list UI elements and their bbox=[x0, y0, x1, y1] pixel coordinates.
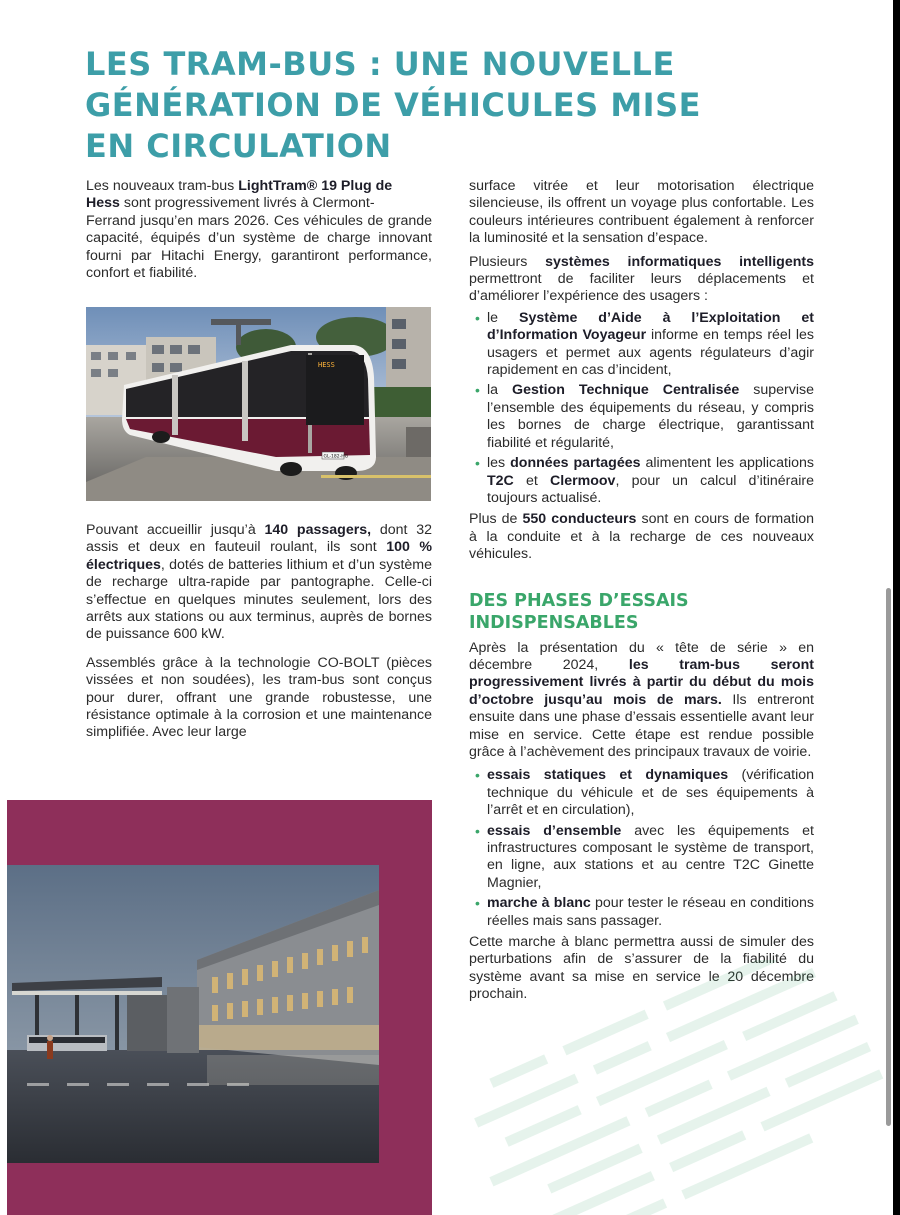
bullet-icon: • bbox=[475, 895, 480, 912]
bus-photo bbox=[86, 307, 431, 501]
scrollbar[interactable] bbox=[886, 588, 891, 1126]
left-body bbox=[86, 522, 432, 742]
right-column bbox=[469, 178, 814, 1004]
bullet-icon: • bbox=[475, 455, 480, 472]
trials-list bbox=[469, 767, 814, 930]
title-line: GÉNÉRATION DE VÉHICULES MISE bbox=[85, 86, 701, 124]
page-title bbox=[85, 44, 805, 167]
list-item: • essais statiques et dynamiques (vérification technique du véhicule et de ses équipements à l’arrêt et en circulation), bbox=[475, 767, 815, 819]
list-item: • les données partagées alimentent les applications T2C et Clermoov, pour un calcul d’itinéraire toujours actualisé. bbox=[475, 455, 815, 506]
list-item: • la Gestion Technique Centralisée supervise l’ensemble des équipements du réseau, y compris les bornes de charge électrique, garantissant fiabilité et régularité, bbox=[475, 382, 814, 451]
left-intro bbox=[86, 178, 432, 282]
it-systems-list bbox=[469, 310, 814, 507]
list-item: • le Système d’Aide à l’Exploitation et d’Information Voyageur informe en temps réel les usagers et permet aux agents régulateurs d’agir rapidement en cas d’incident, bbox=[475, 309, 815, 379]
bullet-icon: • bbox=[475, 382, 480, 399]
closing-paragraph: Cette marche à blanc permettra aussi de simuler des perturbations afin de s’assurer de la fiabilité du système avant sa mise en service le 20 décembre prochain. bbox=[469, 934, 814, 1003]
bullet-icon: • bbox=[475, 309, 480, 326]
bus-license-plate: GL-182-HG bbox=[323, 454, 349, 460]
intro-paragraph: Les nouveaux tram-bus LightTram® 19 Plug de Hess sont progressivement livrés à Clermont- Ferrand jusqu’en mars 2026. Ces véhicules de grande capacité, équipés d’un système de charge innovant fourni par Hitachi Energy, garantiront performance, confort et fiabilité. bbox=[86, 178, 432, 282]
depot-render-image bbox=[7, 865, 379, 1163]
bullet-icon: • bbox=[475, 767, 480, 784]
bus-destination-sign: HESS bbox=[318, 361, 335, 369]
drivers-paragraph: Plus de 550 conducteurs sont en cours de formation à la conduite et à la recharge de ces nouveaux véhicules. bbox=[469, 511, 814, 563]
list-item: • marche à blanc pour tester le réseau en conditions réelles mais sans passager. bbox=[475, 895, 814, 929]
glass-paragraph: surface vitrée et leur motorisation électrique silencieuse, ils offrent un voyage plus confortable. Les couleurs intérieures contribuent également à renforcer la luminosité et la sensation d’espace. bbox=[469, 178, 814, 247]
title-line: LES TRAM-BUS : UNE NOUVELLE bbox=[85, 45, 675, 83]
list-item: • essais d’ensemble avec les équipements et infrastructures composant le système de transport, en ligne, aux stations et au centre T2C Ginette Magnier, bbox=[475, 822, 814, 891]
it-systems-paragraph: Plusieurs systèmes informatiques intelligents permettront de faciliter leurs déplacements et d’améliorer l’expérience des usagers : bbox=[469, 253, 814, 305]
bullet-icon: • bbox=[475, 822, 480, 839]
section-heading: DES PHASES D’ESSAIS INDISPENSABLES bbox=[469, 590, 689, 633]
decorative-stripes bbox=[470, 960, 893, 1215]
trials-paragraph: Après la présentation du « tête de série » en décembre 2024, les tram-bus seront progressivement livrés à partir du début du mois d’octobre jusqu’au mois de mars. Ils entreront ensuite dans une phase d’essais essentielle avant leur mise en service. Cette étape est rendue possible grâce à l’achèvement des principaux travaux de voirie. bbox=[469, 639, 814, 760]
title-line: EN CIRCULATION bbox=[85, 127, 392, 165]
cobolt-paragraph: Assemblés grâce à la technologie CO-BOLT (pièces vissées et non soudées), les tram-bus sont conçus pour durer, offrant une grande robustesse, une résistance optimale à la corrosion et une maintenance simplifiée. Avec leur large bbox=[86, 654, 432, 741]
capacity-paragraph: Pouvant accueillir jusqu’à 140 passagers, dont 32 assis et deux en fauteuil roulant, ils sont 100 % électriques, dotés de batteries lithium et d’un système de recharge ultra-rapide par pantographe. Celle-ci s’effectue en quelques minutes seulement, lors des arrêts aux stations ou aux terminus, auprès de bornes de puissance 600 kW. bbox=[86, 522, 432, 643]
